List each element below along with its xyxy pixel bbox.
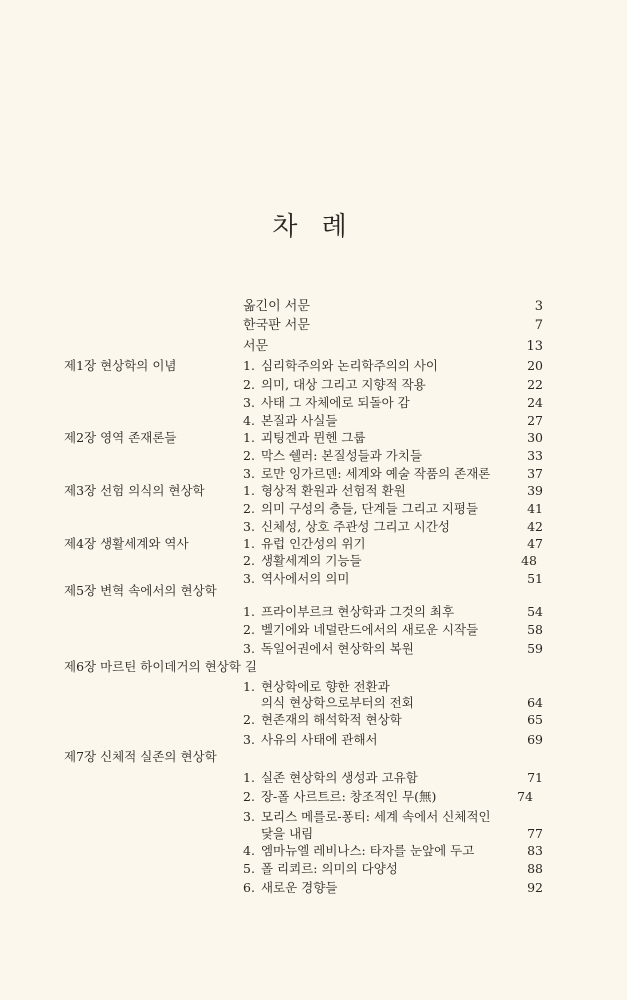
section-label: 의미 구성의 층들, 단계들 그리고 지평들 xyxy=(260,501,479,516)
section-label: 괴팅겐과 뮌헨 그룹 xyxy=(260,430,366,445)
section-label: 새로운 경향들 xyxy=(260,880,338,895)
chapter-heading: 제4장 생활세계와 역사 xyxy=(64,536,189,551)
toc-front-entry xyxy=(243,316,543,336)
page-number: 47 xyxy=(527,536,543,551)
page-number: 41 xyxy=(527,501,543,516)
toc-section-entry xyxy=(243,356,543,376)
section-label: 실존 현상학의 생성과 고유함 xyxy=(260,770,418,785)
page-number: 83 xyxy=(527,843,543,858)
section-label: 로만 잉가르덴: 세계와 예술 작품의 존재론 xyxy=(260,466,491,481)
chapter-heading: 제5장 변혁 속에서의 현상학 xyxy=(64,583,217,598)
section-label: 역사에서의 의미 xyxy=(260,571,350,586)
page-number: 71 xyxy=(527,770,543,785)
section-label: 사유의 사태에 관해서 xyxy=(260,732,378,747)
toc-section-entry xyxy=(243,639,543,659)
page-number: 69 xyxy=(527,732,543,747)
page-number: 88 xyxy=(527,861,543,876)
front-label: 서문 xyxy=(243,339,269,354)
page-number: 77 xyxy=(527,826,543,841)
toc-front-entry xyxy=(243,337,543,357)
section-number: 2. xyxy=(243,501,255,516)
chapter-heading: 제3장 선험 의식의 현상학 xyxy=(64,483,205,498)
section-number: 4. xyxy=(243,843,255,858)
page-number: 3 xyxy=(534,299,543,314)
page-number: 64 xyxy=(527,695,543,710)
section-number: 4. xyxy=(243,413,255,428)
section-label: 본질과 사실들 xyxy=(260,413,338,428)
section-label: 장-폴 사르트르: 창조적인 무(無) xyxy=(260,789,437,804)
toc-section-entry xyxy=(243,481,543,501)
page-number: 51 xyxy=(527,571,543,586)
chapter-heading: 제2장 영역 존재론들 xyxy=(64,430,177,445)
section-number: 3. xyxy=(243,519,255,534)
chapter-heading: 제7장 신체적 실존의 현상학 xyxy=(64,749,217,764)
toc-section-entry xyxy=(243,375,543,395)
page-number: 59 xyxy=(527,641,543,656)
page-number: 39 xyxy=(527,483,543,498)
section-label: 독일어권에서 현상학의 복원 xyxy=(260,641,414,656)
section-label: 현존재의 해석학적 현상학 xyxy=(260,712,402,727)
page-number: 74 xyxy=(517,789,533,804)
section-label: 엠마뉴엘 레비나스: 타자를 눈앞에 두고 xyxy=(260,843,475,858)
toc-front-entry xyxy=(243,297,543,317)
toc-section-entry xyxy=(243,446,543,466)
section-number: 2. xyxy=(243,622,255,637)
page-number: 58 xyxy=(527,622,543,637)
section-number: 1. xyxy=(243,536,255,551)
page-number: 13 xyxy=(526,339,543,354)
section-label: 심리학주의와 논리학주의의 사이 xyxy=(260,358,438,373)
section-label: 형상적 환원과 선험적 환원 xyxy=(260,483,406,498)
toc-title: 차 례 xyxy=(272,212,355,242)
page-number: 92 xyxy=(527,880,543,895)
toc-section-entry xyxy=(243,730,543,750)
page-number: 24 xyxy=(527,395,543,410)
section-number: 2. xyxy=(243,377,255,392)
toc-section-entry xyxy=(243,569,543,589)
section-number: 3. xyxy=(243,571,255,586)
section-number: 3. xyxy=(243,732,255,747)
section-number: 3. xyxy=(243,466,255,481)
section-number: 2. xyxy=(243,712,255,727)
section-label: 유럽 인간성의 위기 xyxy=(260,536,366,551)
toc-section-entry xyxy=(243,768,543,788)
section-label: 벨기에와 네덜란드에서의 새로운 시작들 xyxy=(260,622,479,637)
section-label: 생활세계의 기능들 xyxy=(260,553,362,568)
toc-section-entry xyxy=(243,859,543,879)
toc-section-entry xyxy=(243,841,543,861)
section-number: 1. xyxy=(243,358,255,373)
page-number: 27 xyxy=(527,413,543,428)
toc-section-entry xyxy=(243,602,543,622)
section-label: 사태 그 자체에로 되돌아 감 xyxy=(260,395,410,410)
section-number: 3. xyxy=(243,395,255,410)
page-number: 37 xyxy=(527,466,543,481)
toc-section-entry xyxy=(243,787,543,807)
section-label: 폴 리쾨르: 의미의 다양성 xyxy=(260,861,398,876)
toc-section-entry xyxy=(243,710,543,730)
section-number: 3. xyxy=(243,809,255,824)
section-label-continued: 닻을 내림 xyxy=(260,826,314,841)
toc-section-entry xyxy=(243,499,543,519)
section-label: 프라이부르크 현상학과 그것의 최후 xyxy=(260,604,455,619)
section-label: 현상학에로 향한 전환과 xyxy=(260,679,390,694)
page-number: 65 xyxy=(527,712,543,727)
page-number: 54 xyxy=(527,604,543,619)
section-number: 2. xyxy=(243,553,255,568)
page-number: 30 xyxy=(527,430,543,445)
section-label: 의미, 대상 그리고 지향적 작용 xyxy=(260,377,426,392)
chapter-heading: 제1장 현상학의 이념 xyxy=(64,358,177,373)
section-number: 1. xyxy=(243,483,255,498)
toc-section-entry xyxy=(243,428,543,448)
section-number: 2. xyxy=(243,448,255,463)
page-number: 7 xyxy=(534,318,543,333)
section-label-continued: 의식 현상학으로부터의 전회 xyxy=(260,695,414,710)
toc-section-entry xyxy=(243,620,543,640)
section-label: 신체성, 상호 주관성 그리고 시간성 xyxy=(260,519,450,534)
page-number: 20 xyxy=(527,358,543,373)
section-number: 1. xyxy=(243,770,255,785)
section-number: 2. xyxy=(243,789,255,804)
section-label: 모리스 메를로-퐁티: 세계 속에서 신체적인 xyxy=(260,809,491,824)
section-number: 1. xyxy=(243,604,255,619)
toc-section-entry xyxy=(243,393,543,413)
section-label: 막스 쉘러: 본질성들과 가치들 xyxy=(260,448,423,463)
section-number: 1. xyxy=(243,679,255,694)
toc-section-entry xyxy=(243,551,543,571)
front-label: 한국판 서문 xyxy=(243,318,310,333)
chapter-heading: 제6장 마르틴 하이데거의 현상학 길 xyxy=(64,659,257,674)
toc-section-entry xyxy=(243,878,543,898)
page-number: 33 xyxy=(527,448,543,463)
section-number: 1. xyxy=(243,430,255,445)
section-number: 3. xyxy=(243,641,255,656)
section-number: 5. xyxy=(243,861,255,876)
section-number: 6. xyxy=(243,880,255,895)
page-number: 48 xyxy=(521,553,537,568)
front-label: 옮긴이 서문 xyxy=(243,299,310,314)
page-number: 42 xyxy=(527,519,543,534)
page-number: 22 xyxy=(527,377,543,392)
